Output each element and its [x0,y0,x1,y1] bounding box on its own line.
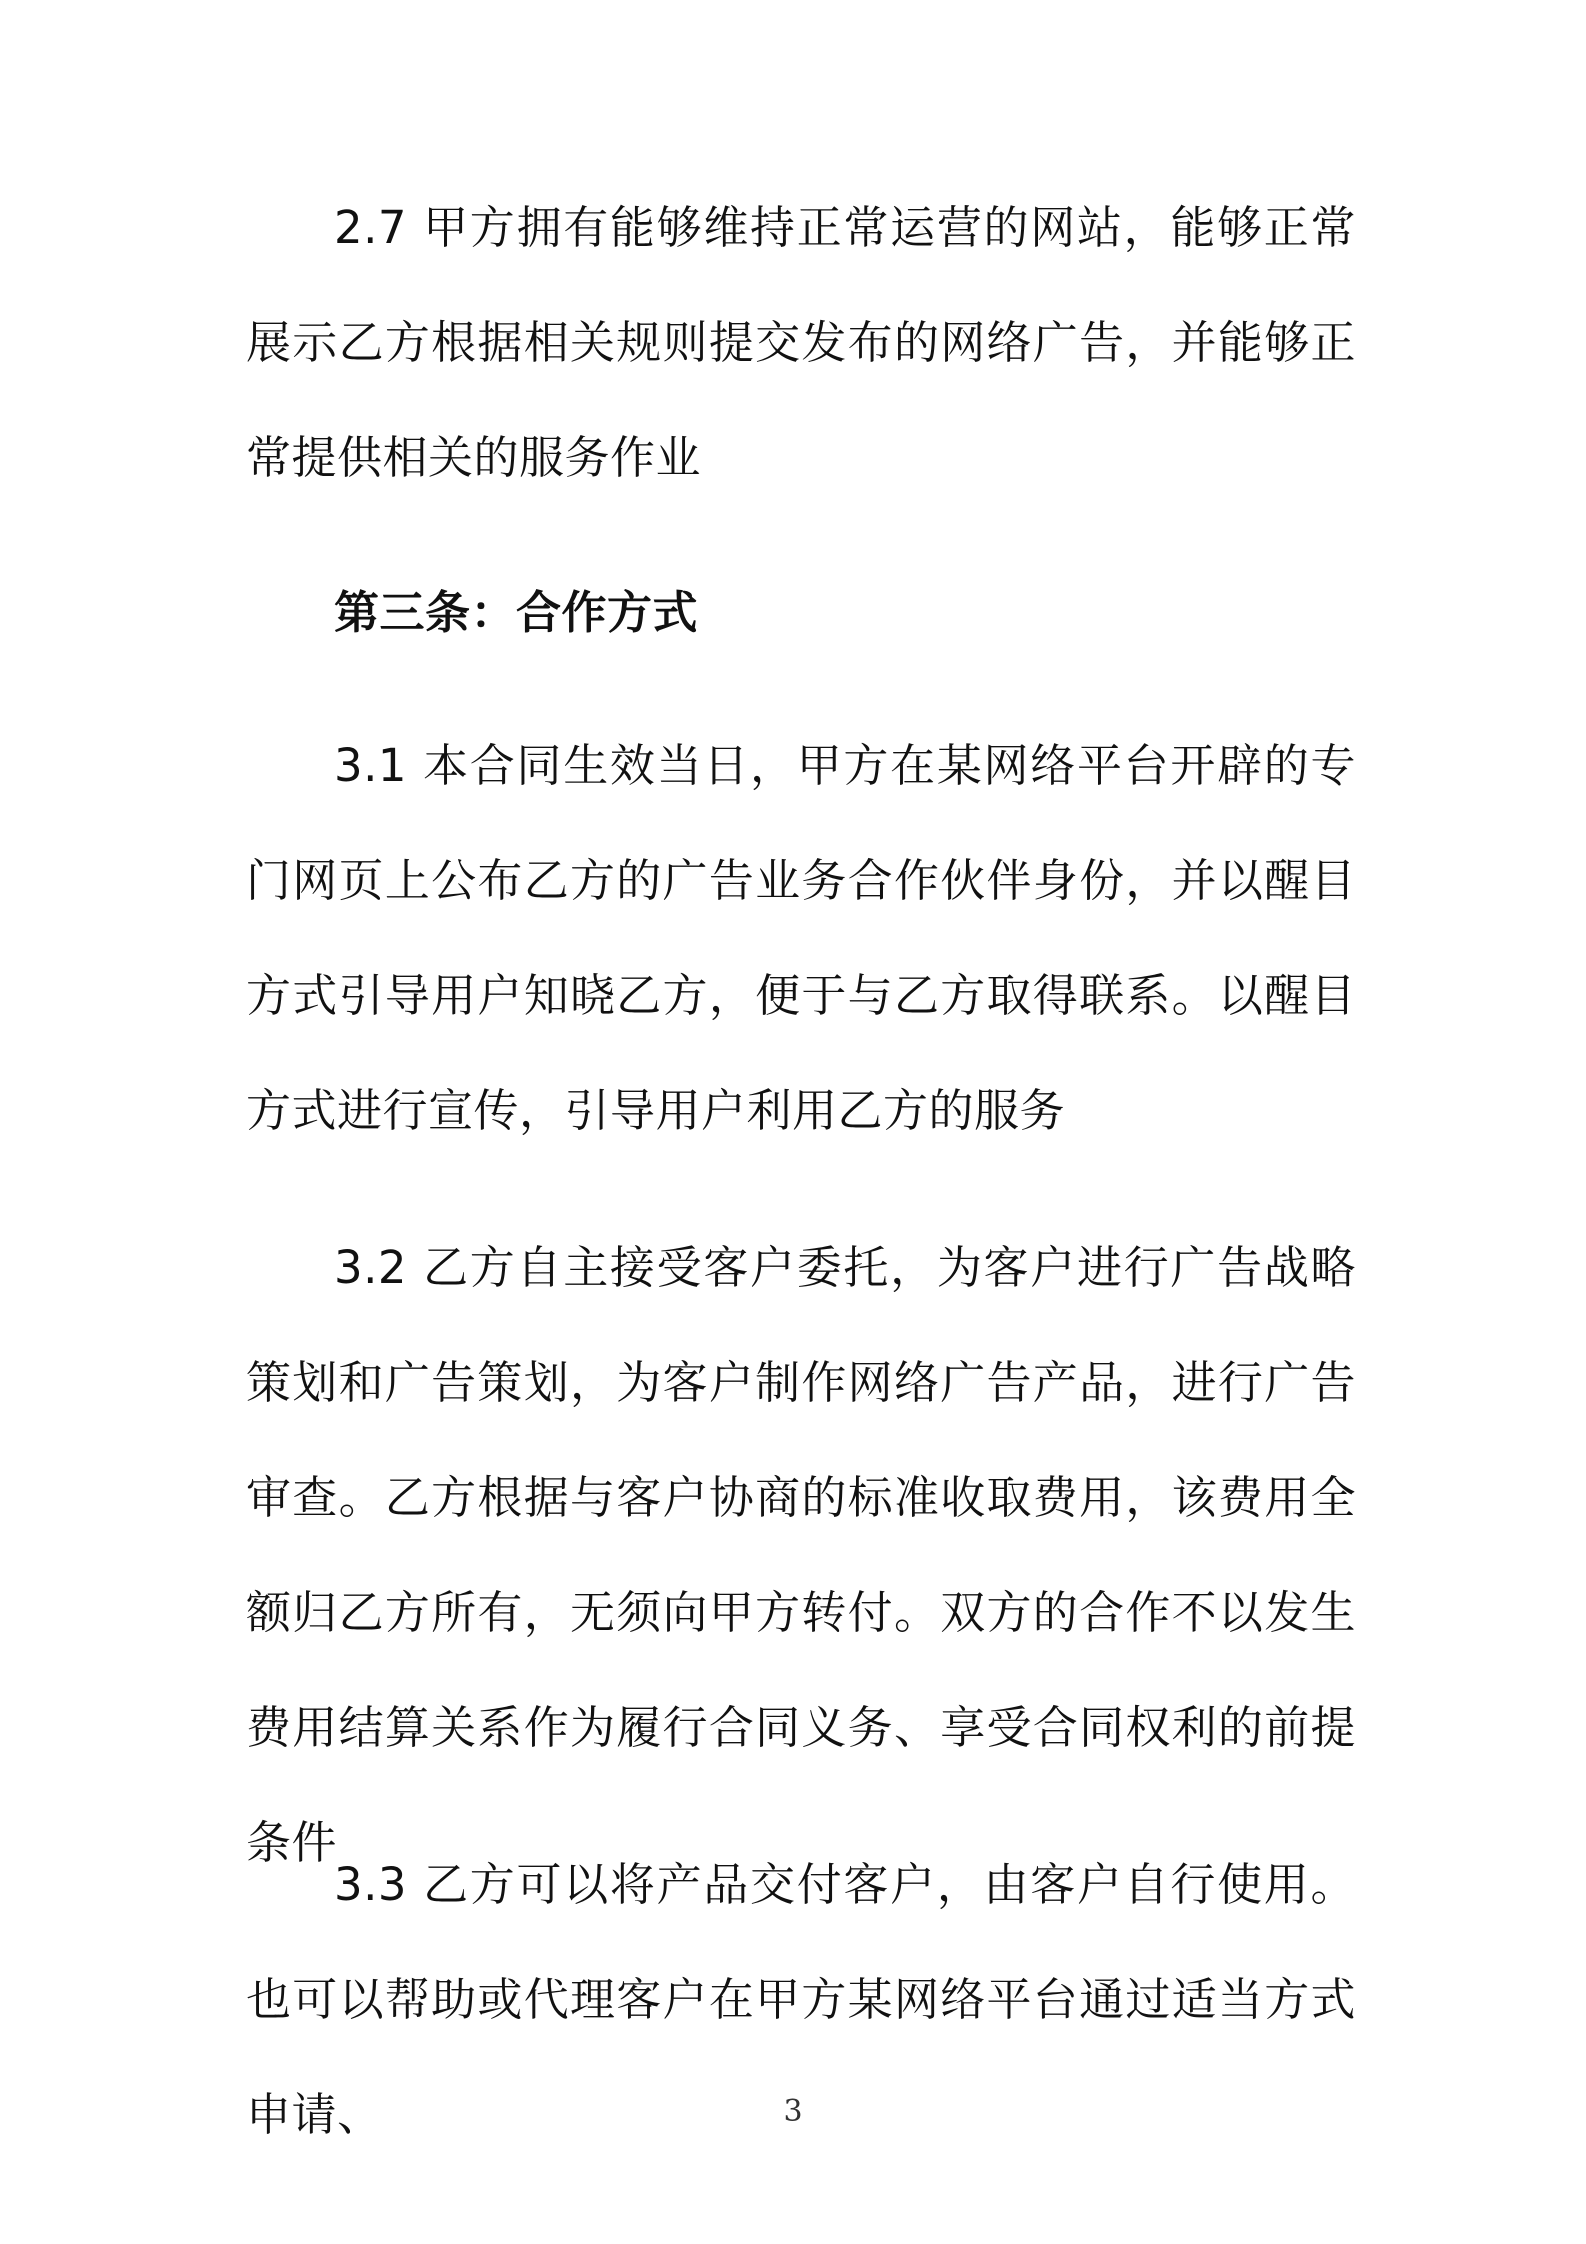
clause-2-7: 2.7 甲方拥有能够维持正常运营的网站，能够正常展示乙方根据相关规则提交发布的网络广告，并能够正常提供相关的服务作业 [246,201,1356,484]
clause-3-2: 3.2 乙方自主接受客户委托，为客户进行广告战略策划和广告策划，为客户制作网络广告产品，进行广告审查。乙方根据与客户协商的标准收取费用，该费用全额归乙方所有，无须向甲方转付。双方的合作不以发生费用结算关系作为履行合同义务、享受合同权利的前提条件 [246,1241,1356,1869]
section-heading-article-3: 第三条：合作方式 [334,586,699,639]
clause-3-3: 3.3 乙方可以将产品交付客户，由客户自行使用。也可以帮助或代理客户在甲方某网络平台通过适当方式申请、 [246,1858,1356,2141]
page-number: 3 [783,2094,803,2129]
clause-3-1: 3.1 本合同生效当日，甲方在某网络平台开辟的专门网页上公布乙方的广告业务合作伙伴身份，并以醒目方式引导用户知晓乙方，便于与乙方取得联系。以醒目方式进行宣传，引导用户利用乙方的服务 [246,739,1356,1137]
